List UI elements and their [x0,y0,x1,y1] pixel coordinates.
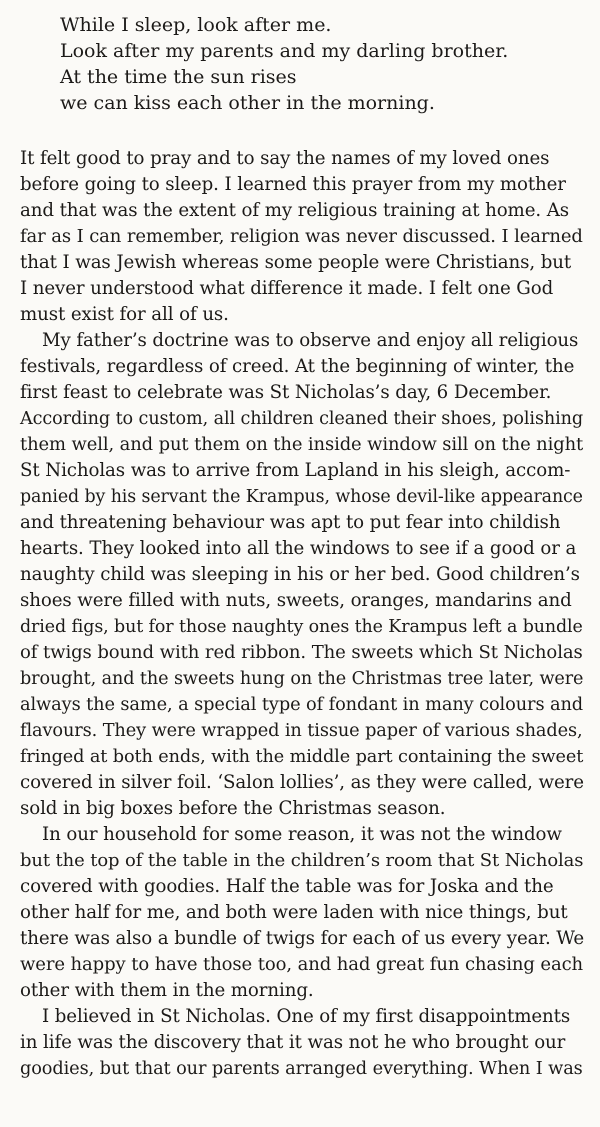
text-line: goodies, but that our parents arranged everything. When I was [20,1059,583,1079]
text-line: far as I can remember, religion was never discussed. I learned [20,226,583,247]
verse-line: At the time the sun rises [60,66,297,88]
paragraph-first-line: My father’s doctrine was to observe and enjoy all religious [42,330,579,351]
text-line: I never understood what difference it made. I felt one God [20,278,554,299]
text-line: there was also a bundle of twigs for each of us every year. We [20,928,585,949]
text-line: and threatening behaviour was apt to put fear into childish [20,512,561,533]
text-line: It felt good to pray and to say the names of my loved ones [20,148,550,169]
text-line: flavours. They were wrapped in tissue paper of various shades, [20,721,583,741]
text-line: fringed at both ends, with the middle part containing the sweet [20,747,584,767]
text-line: were happy to have those too, and had great fun chasing each [20,954,584,975]
text-line: panied by his servant the Krampus, whose devil-like appearance [20,487,583,507]
text-line: other half for me, and both were laden with nice things, but [20,902,568,923]
text-line: St Nicholas was to arrive from Lapland in his sleigh, accom- [20,460,571,481]
text-line: but the top of the table in the children’s room that St Nicholas [20,850,584,871]
text-line: festivals, regardless of creed. At the beginning of winter, the [20,356,575,377]
text-line: other with them in the morning. [20,980,314,1001]
text-line: first feast to celebrate was St Nicholas’s day, 6 December. [20,382,552,403]
text-line: According to custom, all children cleaned their shoes, polishing [20,409,584,429]
paragraph-first-line: I believed in St Nicholas. One of my first disappointments [42,1006,571,1027]
text-line: and that was the extent of my religious training at home. As [20,200,569,221]
text-line: covered in silver foil. ‘Salon lollies’, as they were called, were [20,772,584,793]
verse-line: While I sleep, look after me. [60,14,332,36]
text-line: must exist for all of us. [20,304,229,325]
text-line: dried figs, but for those naughty ones the Krampus left a bundle [20,617,583,637]
text-line: sold in big boxes before the Christmas season. [20,798,446,819]
text-line: covered with goodies. Half the table was for Joska and the [20,876,554,897]
text-line: shoes were filled with nuts, sweets, oranges, mandarins and [20,590,572,611]
text-line: always the same, a special type of fondant in many colours and [20,695,584,715]
verse-line: we can kiss each other in the morning. [60,92,435,114]
paragraph-first-line: In our household for some reason, it was not the window [42,824,562,845]
text-line: brought, and the sweets hung on the Christmas tree later, were [20,669,584,689]
text-line: naughty child was sleeping in his or her bed. Good children’s [20,564,580,585]
verse-line: Look after my parents and my darling brother. [60,40,509,62]
text-line: in life was the discovery that it was not he who brought our [20,1032,566,1053]
text-line: that I was Jewish whereas some people were Christians, but [20,252,572,273]
text-line: hearts. They looked into all the windows to see if a good or a [20,538,577,559]
body-text [20,146,586,1082]
text-line: before going to sleep. I learned this prayer from my mother [20,174,566,195]
text-line: them well, and put them on the inside window sill on the night [20,434,584,455]
text-line: of twigs bound with red ribbon. The sweets which St Nicholas [20,642,583,663]
prayer-verse [60,12,580,116]
